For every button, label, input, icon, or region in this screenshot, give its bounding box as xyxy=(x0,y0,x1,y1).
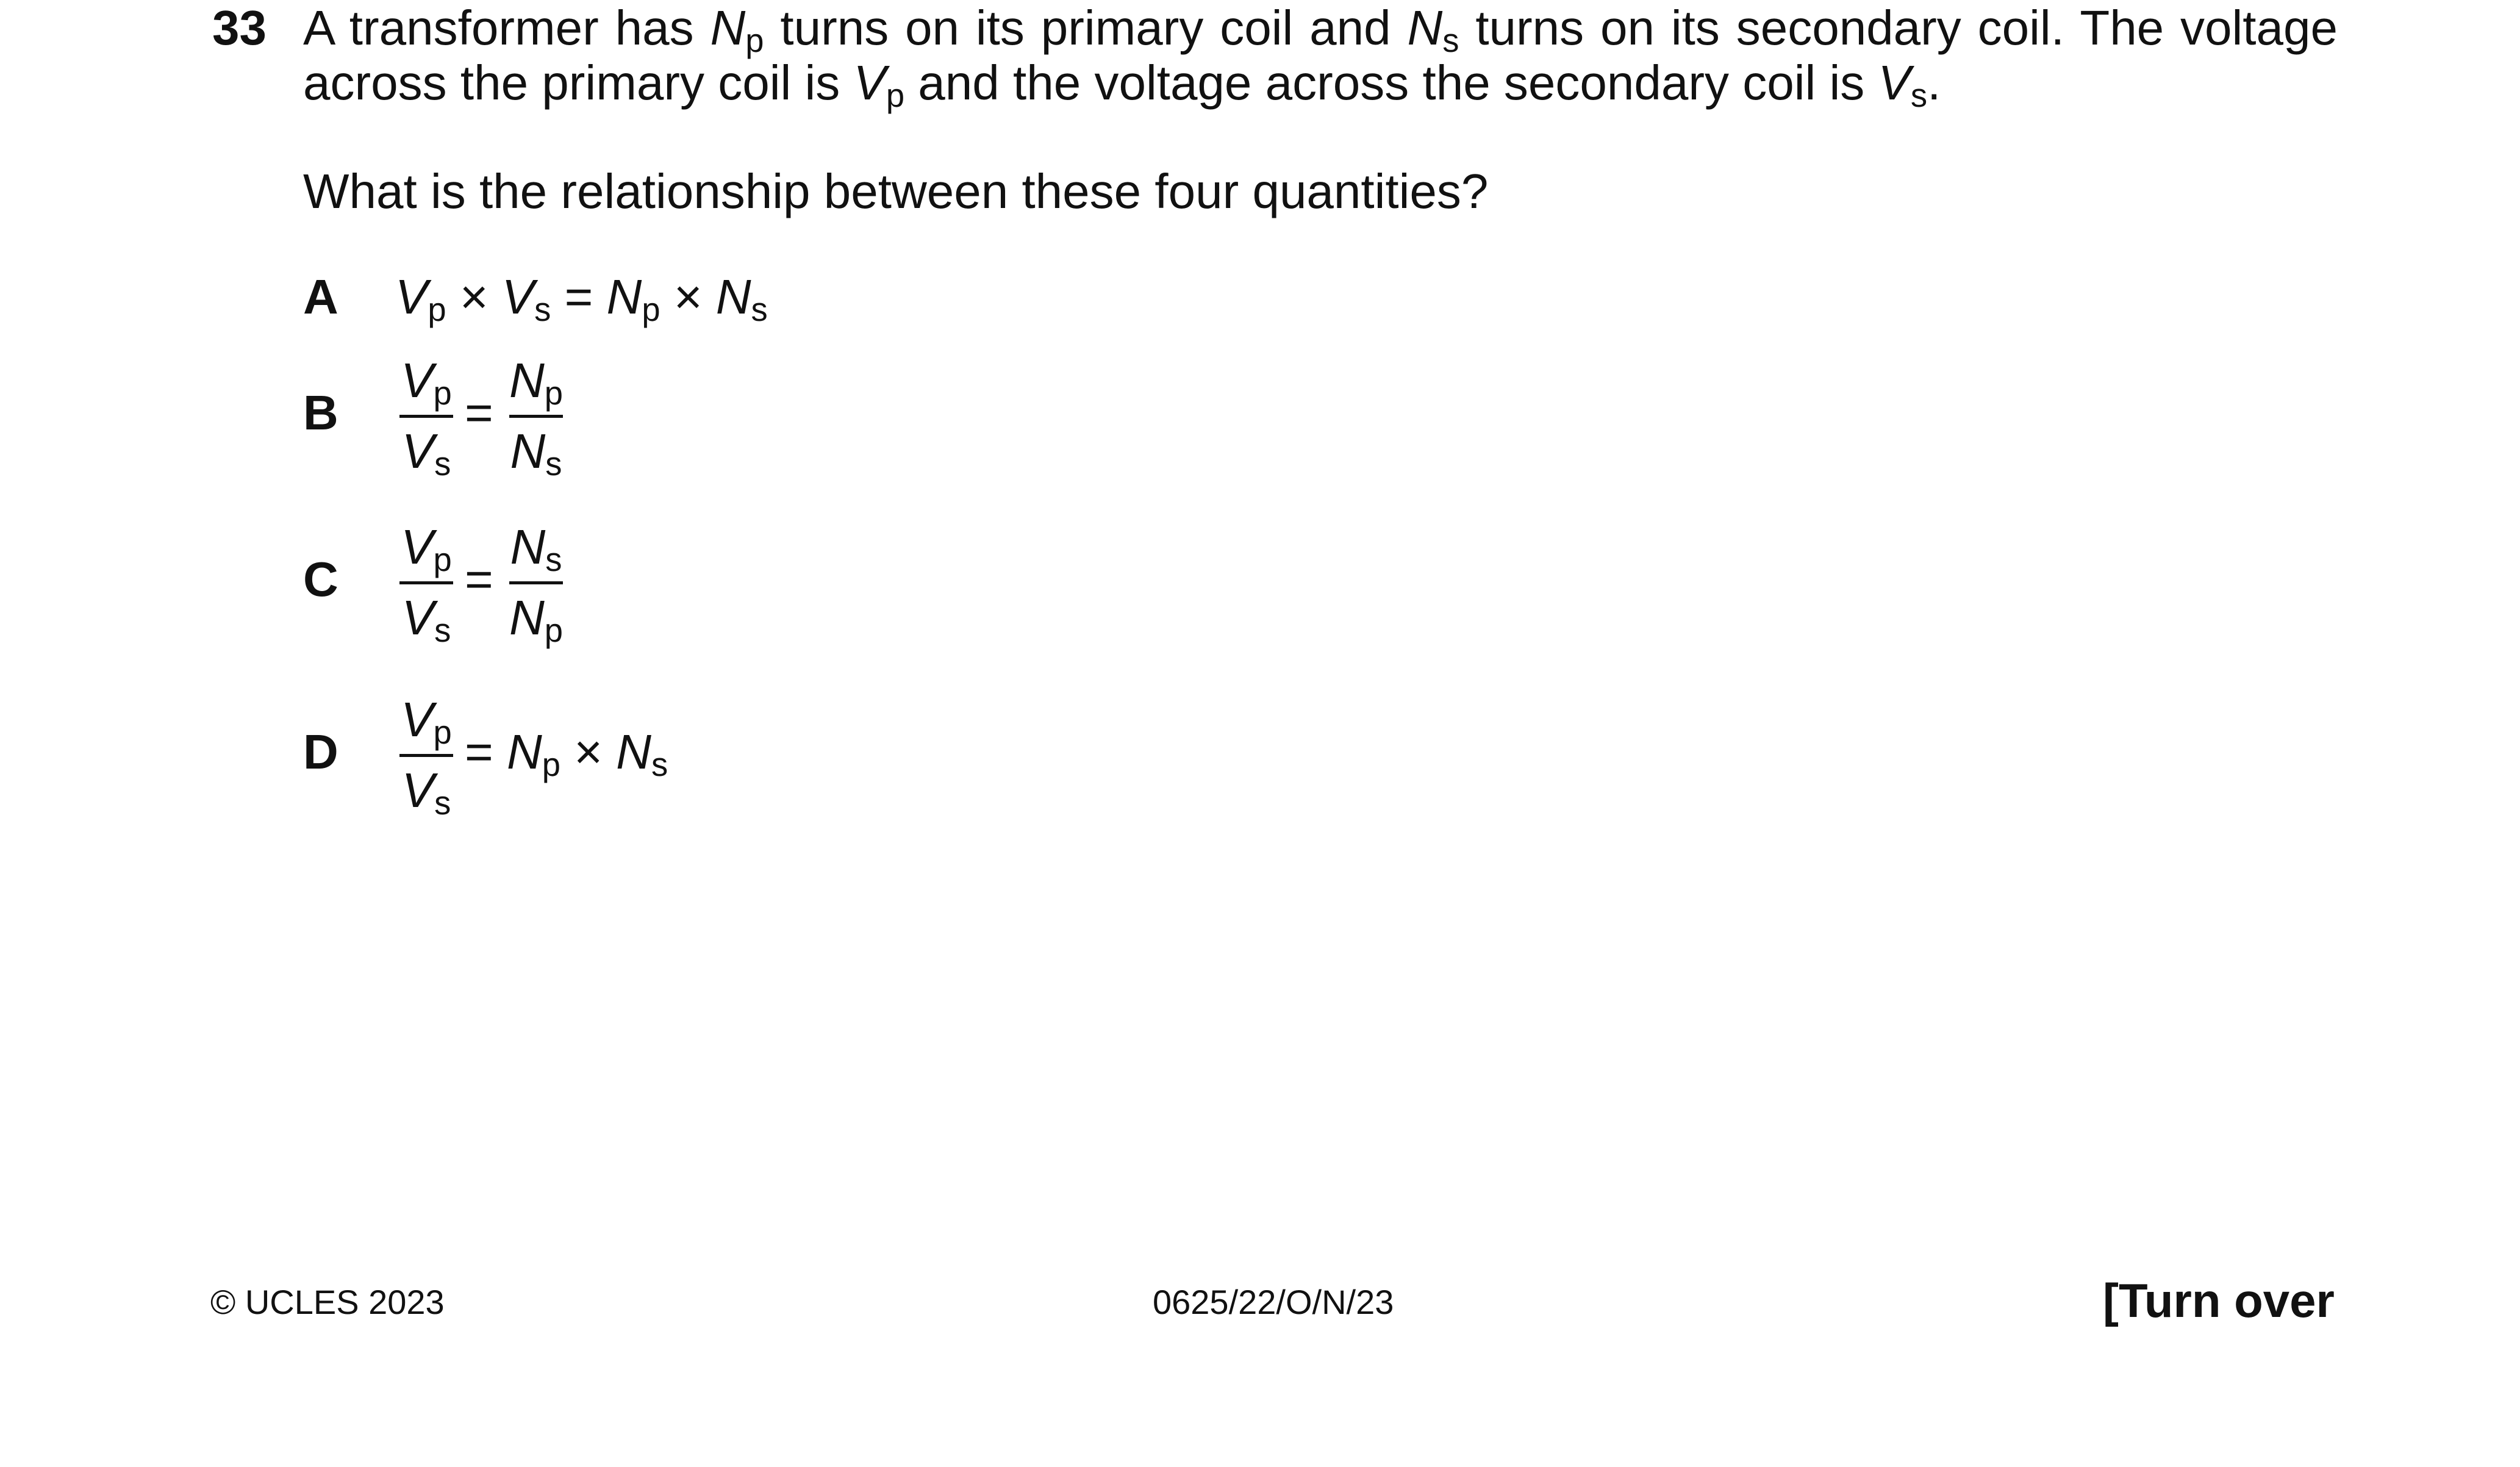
paper-code: 0625/22/O/N/23 xyxy=(1153,1283,1394,1321)
fraction-bar xyxy=(509,415,563,418)
option-a-equation: $V_p \times V_s = N_p \times N_s$ xyxy=(395,270,768,328)
question-stem-line-1: A transformer has $N_p$ turns on its primary coil and $N_s$ turns on its secondary coil. The voltage xyxy=(303,1,2338,59)
equals-sign: = xyxy=(465,386,493,440)
fraction-bar xyxy=(399,415,453,418)
question-prompt: What is the relationship between these four quantities? xyxy=(303,164,1489,218)
copyright-notice: © UCLES 2023 xyxy=(210,1283,445,1321)
option-c-letter: C xyxy=(303,552,338,606)
equals-sign: = xyxy=(465,552,493,606)
turn-over-label: [Turn over xyxy=(2103,1274,2335,1327)
option-d-right-side: = $N_p \times N_s$ xyxy=(465,725,668,783)
question-stem-line-2: across the primary coil is $V_p$ and the voltage across the secondary coil is $V_s$. xyxy=(303,56,1941,114)
fraction-bar xyxy=(509,581,563,584)
option-d-letter: D xyxy=(303,725,338,779)
option-b-letter: B xyxy=(303,386,338,440)
option-a-letter: A xyxy=(303,270,338,324)
fraction-bar xyxy=(399,581,453,584)
fraction-bar xyxy=(399,754,453,757)
question-number: 33 xyxy=(212,1,267,55)
